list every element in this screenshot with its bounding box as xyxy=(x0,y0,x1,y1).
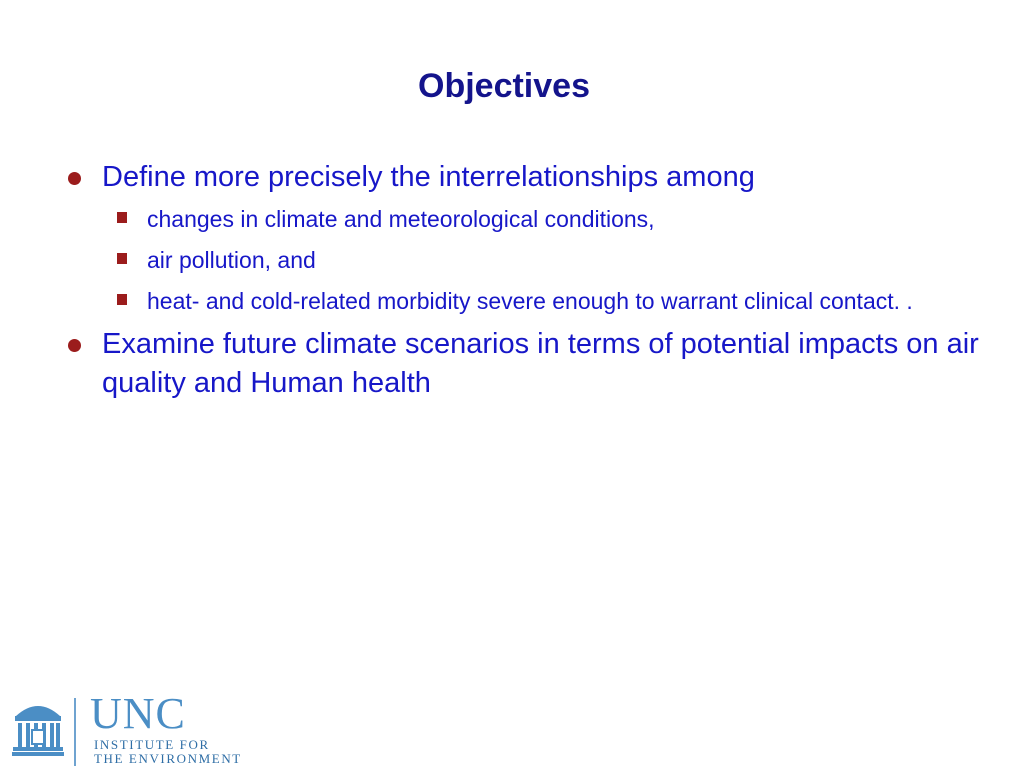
sub-bullet-item xyxy=(60,285,980,317)
bullet-item xyxy=(60,325,980,403)
sub-bullet-item xyxy=(60,244,980,276)
sub-bullet-text: heat- and cold-related morbidity severe enough to warrant clinical contact. . xyxy=(147,288,913,314)
slide-title: Objectives xyxy=(418,67,590,105)
bullet-text: Examine future climate scenarios in terms of potential impacts on air quality and Human health xyxy=(102,328,979,399)
round-bullet-icon xyxy=(68,339,81,352)
square-bullet-icon xyxy=(117,294,127,305)
sub-bullet-item xyxy=(60,203,980,235)
logo-subtitle-line2: THE ENVIRONMENT xyxy=(94,751,242,766)
bullet-list xyxy=(60,158,980,403)
logo-subtitle-line1: INSTITUTE FOR xyxy=(94,737,210,752)
bullet-item xyxy=(60,158,980,197)
round-bullet-icon xyxy=(68,172,81,185)
square-bullet-icon xyxy=(117,253,127,264)
logo-divider xyxy=(74,698,76,766)
square-bullet-icon xyxy=(117,212,127,223)
sub-bullet-text: changes in climate and meteorological conditions, xyxy=(147,206,655,232)
logo-wordmark: UNC xyxy=(90,689,186,738)
sub-bullet-text: air pollution, and xyxy=(147,247,316,273)
bullet-text: Define more precisely the interrelationships among xyxy=(102,161,755,193)
unc-institute-logo xyxy=(8,690,278,768)
old-well-icon xyxy=(12,694,64,756)
